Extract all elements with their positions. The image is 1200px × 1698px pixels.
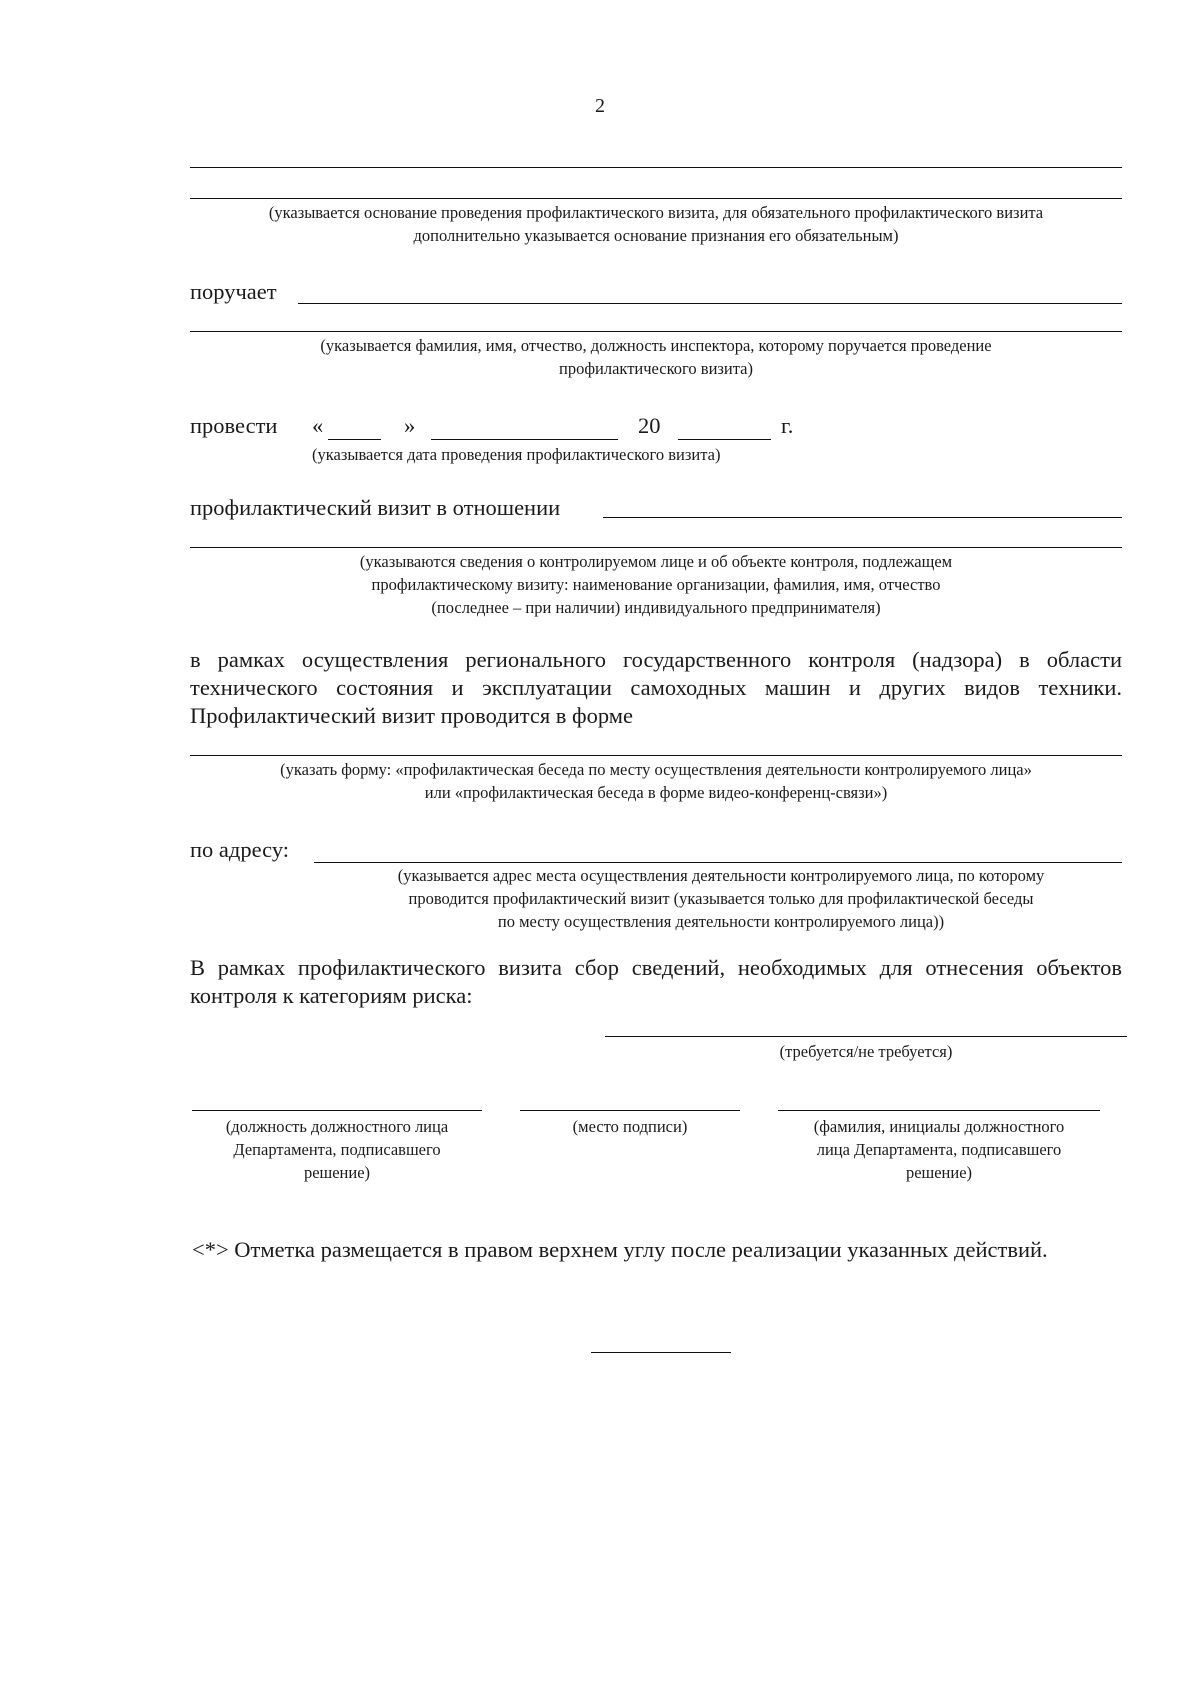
quote-open: «	[312, 413, 324, 438]
subject-line-1	[603, 517, 1122, 518]
end-separator	[591, 1352, 731, 1353]
signature-place-line	[520, 1110, 740, 1111]
subject-caption: (указываются сведения о контролируемом лице и об объекте контроля, подлежащем профилактическому визиту: наименование организации, фамилия, имя, отчество (последнее – при наличии) индивидуального предпринимателя)	[359, 552, 953, 617]
year-line	[678, 439, 771, 440]
inspector-line-1	[298, 303, 1122, 304]
day-line	[328, 439, 381, 440]
basis-line-1	[190, 167, 1122, 168]
inspector-caption: (указывается фамилия, имя, отчество, должность инспектора, которому поручается проведение профилактического визита)	[320, 336, 992, 378]
month-line	[431, 439, 618, 440]
conduct-label: провести	[190, 413, 278, 438]
address-line	[314, 862, 1122, 863]
address-caption: (указывается адрес места осуществления деятельности контролируемого лица, по которому проводится профилактический визит (указывается только для профилактической беседы по месту осуществления деятельности контролируемого лица))	[397, 866, 1045, 931]
year-suffix: г.	[781, 413, 794, 438]
form-caption: (указать форму: «профилактическая беседа по месту осуществления деятельности контролируемого лица» или «профилактическая беседа в форме видео-конференц-связи»)	[280, 760, 1032, 802]
date-caption: (указывается дата проведения профилактического визита)	[312, 445, 721, 464]
address-label: по адресу:	[190, 837, 290, 862]
year-prefix: 20	[638, 413, 661, 438]
quote-close: »	[404, 413, 416, 438]
signature-position-line	[192, 1110, 482, 1111]
risk-paragraph: В рамках профилактического визита сбор сведений, необходимых для отнесения объектов контроля к категориям риска:	[190, 955, 1122, 1008]
page-number: 2	[595, 95, 605, 117]
inspector-line-2	[190, 331, 1122, 332]
framework-paragraph: в рамках осуществления регионального государственного контроля (надзора) в области технического состояния и эксплуатации самоходных машин и других видов техники. Профилактический визит проводится в форме	[190, 647, 1122, 728]
required-line	[605, 1036, 1127, 1037]
subject-line-2	[190, 547, 1122, 548]
signature-place-caption: (место подписи)	[572, 1117, 688, 1136]
required-caption: (требуется/не требуется)	[779, 1042, 953, 1061]
visit-regarding-label: профилактический визит в отношении	[190, 495, 561, 520]
form-line	[190, 755, 1122, 756]
signature-name-caption: (фамилия, инициалы должностного лица Департамента, подписавшего решение)	[813, 1117, 1065, 1182]
assigns-label: поручает	[190, 279, 277, 304]
basis-caption: (указывается основание проведения профилактического визита, для обязательного профилактического визита дополнительно указывается основание признания его обязательным)	[268, 203, 1044, 245]
footnote: <*> Отметка размещается в правом верхнем углу после реализации указанных действий.	[192, 1237, 1048, 1262]
basis-line-2	[190, 198, 1122, 199]
signature-position-caption: (должность должностного лица Департамента, подписавшего решение)	[225, 1117, 449, 1182]
signature-name-line	[778, 1110, 1100, 1111]
